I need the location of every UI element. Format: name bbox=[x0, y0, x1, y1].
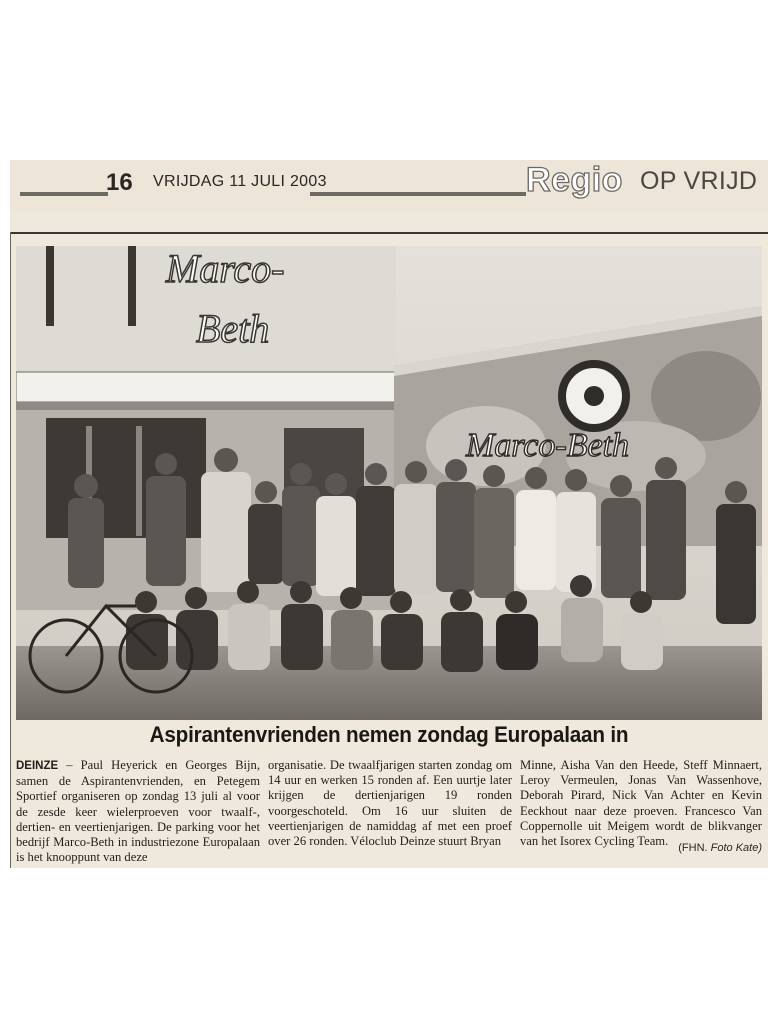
article-column-2 bbox=[268, 758, 512, 849]
article-top-rule bbox=[10, 232, 768, 234]
article-col1-text: – Paul Heyerick en Georges Bijn, samen de Aspirantenvrienden, en Petegem Sportief organiseren op zondag 13 juli al voor de zesde keer wielerproeven voor twaalf-, dertien- en veertienjarigen. De parking voor het bedrijf Marco-Beth in industriezone Europalaan is het knooppunt van deze bbox=[16, 758, 260, 865]
article-left-rule bbox=[10, 232, 11, 868]
mural-text: Marco-Beth bbox=[466, 427, 630, 464]
credit-photographer: Foto Kate) bbox=[710, 842, 762, 854]
page-date: VRIJDAG 11 JULI 2003 bbox=[153, 173, 327, 190]
article-col3-text: Minne, Aisha Van den Heede, Steff Minnaert, Leroy Vermeulen, Jonas Van Wassenhove, Deborah Pirard, Nick Van Achter en Kevin Eeckhout naar deze proeven. Francesco Van Coppernolle uit Meigem wordt de blikvanger van het Isorex Cycling Team. bbox=[520, 758, 762, 849]
article-dateline: DEINZE bbox=[16, 760, 59, 772]
building-sign-line2: Beth bbox=[196, 306, 270, 351]
section-title: Regio bbox=[526, 161, 623, 199]
header-rule-mid bbox=[310, 192, 526, 196]
header-rule-left bbox=[20, 192, 108, 196]
team-photo-drawing bbox=[16, 246, 762, 720]
article-headline: Aspirantenvrienden nemen zondag Europalaan in bbox=[149, 722, 629, 747]
page-number: 16 bbox=[106, 169, 133, 196]
credit-prefix: (FHN. bbox=[678, 842, 708, 854]
article-column-3 bbox=[520, 758, 762, 849]
article-col2-text: organisatie. De twaalfjarigen starten zondag om 14 uur en werken 15 ronden af. Een uurtje later krijgen de dertienjarigen 19 ronden voorgeschoteld. Om 16 uur sluiten de veertienjarigen de namiddag af met een proef over 26 ronden. Véloclub Deinze stuurt Bryan bbox=[268, 758, 512, 849]
team-photo bbox=[16, 246, 762, 720]
building-sign-line1: Marco- bbox=[166, 246, 285, 291]
photo-credit bbox=[520, 842, 762, 854]
page-header bbox=[10, 160, 768, 212]
section-subtitle: OP VRIJD bbox=[640, 167, 758, 195]
article-column-1 bbox=[16, 758, 260, 865]
newspaper-clipping bbox=[10, 160, 768, 868]
